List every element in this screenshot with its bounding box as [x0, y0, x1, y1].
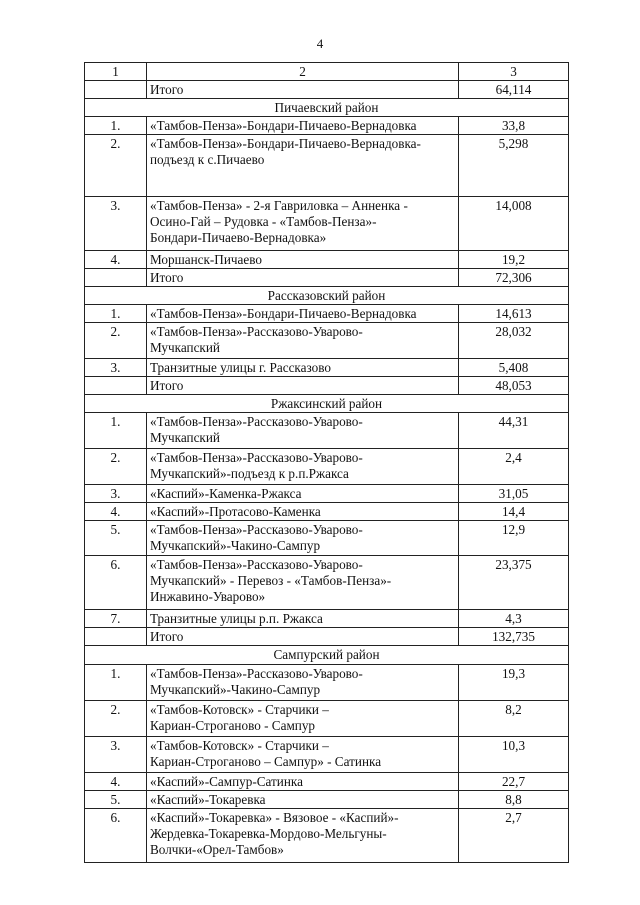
route-length: 5,298 — [459, 135, 569, 197]
row-number: 2. — [85, 701, 147, 737]
row-number — [85, 81, 147, 99]
route-length: 31,05 — [459, 485, 569, 503]
district-name: Пичаевский район — [85, 99, 569, 117]
row-number: 1. — [85, 305, 147, 323]
route-name: «Каспий»-Токаревка» - Вязовое - «Каспий»- Жердевка-Токаревка-Мордово-Мельгуны- Волчки-«Орел-Тамбов» — [147, 809, 459, 863]
route-name: Транзитные улицы г. Рассказово — [147, 359, 459, 377]
row-number: 2. — [85, 135, 147, 197]
route-name: «Тамбов-Пенза»-Бондари-Пичаево-Вернадовка — [147, 117, 459, 135]
page-number: 4 — [316, 36, 324, 51]
route-name: Транзитные улицы р.п. Ржакса — [147, 610, 459, 628]
total-label: Итого — [147, 269, 459, 287]
row-number: 6. — [85, 556, 147, 610]
total-row — [85, 377, 569, 395]
table-row — [85, 323, 569, 359]
table-row — [85, 556, 569, 610]
row-number — [85, 269, 147, 287]
route-length: 23,375 — [459, 556, 569, 610]
table-body — [85, 81, 569, 863]
route-name: «Тамбов-Пенза»-Рассказово-Уварово- Мучкапский»-Чакино-Сампур — [147, 665, 459, 701]
route-name: «Тамбов-Пенза»-Бондари-Пичаево-Вернадовка- подъезд к с.Пичаево — [147, 135, 459, 197]
row-number: 4. — [85, 251, 147, 269]
row-number: 3. — [85, 197, 147, 251]
row-number: 4. — [85, 503, 147, 521]
route-length: 28,032 — [459, 323, 569, 359]
row-number: 1. — [85, 413, 147, 449]
route-name: «Тамбов-Котовск» - Старчики – Кариан-Строганово - Сампур — [147, 701, 459, 737]
total-row — [85, 81, 569, 99]
row-number: 2. — [85, 449, 147, 485]
route-length: 12,9 — [459, 521, 569, 556]
district-header-row — [85, 646, 569, 665]
route-length: 19,3 — [459, 665, 569, 701]
route-length: 8,2 — [459, 701, 569, 737]
total-value: 48,053 — [459, 377, 569, 395]
route-length: 14,008 — [459, 197, 569, 251]
route-length: 33,8 — [459, 117, 569, 135]
route-length: 10,3 — [459, 737, 569, 773]
total-label: Итого — [147, 628, 459, 646]
district-header-row — [85, 99, 569, 117]
route-length: 14,4 — [459, 503, 569, 521]
table-row — [85, 359, 569, 377]
row-number: 1. — [85, 665, 147, 701]
header-col-1: 1 — [85, 63, 147, 81]
roads-table — [84, 62, 569, 863]
route-name: «Тамбов-Пенза»-Рассказово-Уварово- Мучкапский»-подъезд к р.п.Ржакса — [147, 449, 459, 485]
header-col-2: 2 — [147, 63, 459, 81]
row-number: 3. — [85, 737, 147, 773]
header-col-3: 3 — [459, 63, 569, 81]
table-row — [85, 251, 569, 269]
total-row — [85, 628, 569, 646]
route-length: 2,4 — [459, 449, 569, 485]
total-value: 72,306 — [459, 269, 569, 287]
table-row — [85, 117, 569, 135]
route-length: 14,613 — [459, 305, 569, 323]
route-name: «Каспий»-Каменка-Ржакса — [147, 485, 459, 503]
route-name: «Каспий»-Протасово-Каменка — [147, 503, 459, 521]
table-row — [85, 665, 569, 701]
table-row — [85, 449, 569, 485]
route-length: 44,31 — [459, 413, 569, 449]
table-row — [85, 610, 569, 628]
route-length: 8,8 — [459, 791, 569, 809]
row-number: 5. — [85, 791, 147, 809]
route-name: «Тамбов-Пенза»-Рассказово-Уварово- Мучкапский» - Перевоз - «Тамбов-Пенза»- Инжавино-Уварово» — [147, 556, 459, 610]
route-name: «Тамбов-Пенза»-Рассказово-Уварово- Мучкапский — [147, 413, 459, 449]
row-number — [85, 628, 147, 646]
table-row — [85, 503, 569, 521]
row-number: 6. — [85, 809, 147, 863]
table-header-row — [85, 63, 569, 81]
district-header-row — [85, 287, 569, 305]
table-row — [85, 413, 569, 449]
total-row — [85, 269, 569, 287]
table-row — [85, 737, 569, 773]
table-row — [85, 791, 569, 809]
route-name: «Тамбов-Котовск» - Старчики – Кариан-Строганово – Сампур» - Сатинка — [147, 737, 459, 773]
row-number — [85, 377, 147, 395]
total-value: 132,735 — [459, 628, 569, 646]
route-length: 19,2 — [459, 251, 569, 269]
route-name: «Тамбов-Пенза»-Бондари-Пичаево-Вернадовка — [147, 305, 459, 323]
route-length: 2,7 — [459, 809, 569, 863]
row-number: 4. — [85, 773, 147, 791]
district-name: Сампурский район — [85, 646, 569, 665]
route-length: 5,408 — [459, 359, 569, 377]
route-name: Моршанск-Пичаево — [147, 251, 459, 269]
district-header-row — [85, 395, 569, 413]
row-number: 3. — [85, 359, 147, 377]
row-number: 1. — [85, 117, 147, 135]
row-number: 3. — [85, 485, 147, 503]
row-number: 7. — [85, 610, 147, 628]
total-label: Итого — [147, 81, 459, 99]
route-length: 22,7 — [459, 773, 569, 791]
table-row — [85, 809, 569, 863]
total-label: Итого — [147, 377, 459, 395]
route-name: «Тамбов-Пенза» - 2-я Гавриловка – Анненка - Осино-Гай – Рудовка - «Тамбов-Пенза»- Бондари-Пичаево-Вернадовка» — [147, 197, 459, 251]
table-row — [85, 773, 569, 791]
route-name: «Каспий»-Токаревка — [147, 791, 459, 809]
row-number: 2. — [85, 323, 147, 359]
total-value: 64,114 — [459, 81, 569, 99]
row-number: 5. — [85, 521, 147, 556]
table-row — [85, 701, 569, 737]
route-name: «Тамбов-Пенза»-Рассказово-Уварово- Мучкапский»-Чакино-Сампур — [147, 521, 459, 556]
district-name: Ржаксинский район — [85, 395, 569, 413]
table-row — [85, 485, 569, 503]
district-name: Рассказовский район — [85, 287, 569, 305]
table-row — [85, 135, 569, 197]
route-length: 4,3 — [459, 610, 569, 628]
route-name: «Тамбов-Пенза»-Рассказово-Уварово- Мучкапский — [147, 323, 459, 359]
route-name: «Каспий»-Сампур-Сатинка — [147, 773, 459, 791]
table-row — [85, 521, 569, 556]
table-row — [85, 305, 569, 323]
table-row — [85, 197, 569, 251]
